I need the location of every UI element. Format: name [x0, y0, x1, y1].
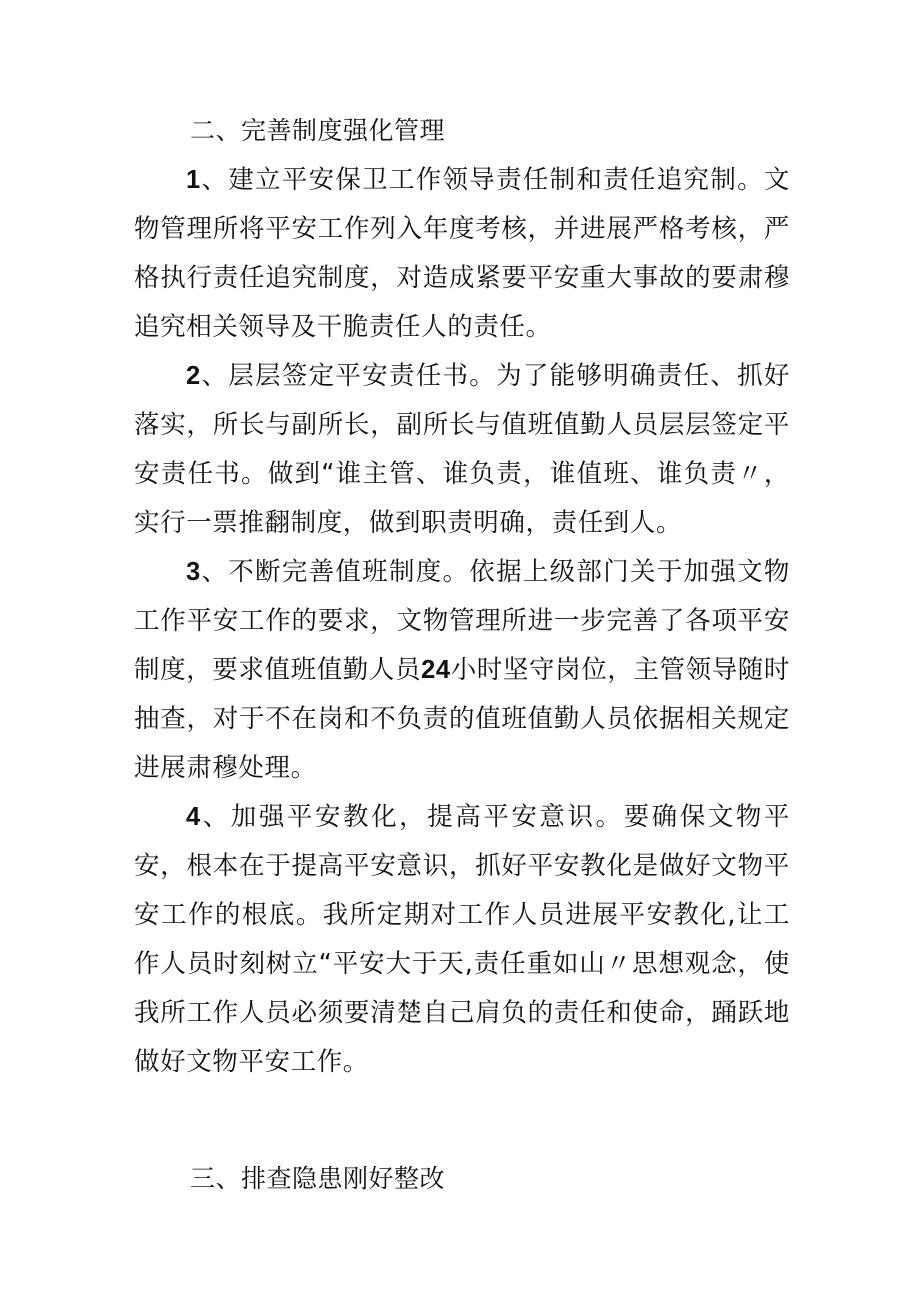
paragraph-3-text-after: 小时坚守岗位，主管领导随时抽查，对于不在岗和不负责的值班值勤人员依据相关规定进展肃穆处理。 — [134, 655, 790, 783]
paragraph-4-number: 4 — [186, 803, 201, 831]
paragraph-3-text-before: 、不断完善值班制度。依据上级部门关于加强文物工作平安工作的要求，文物管理所进一步完善了各项平安制度，要求值班值勤人员 — [134, 557, 790, 685]
paragraph-3-hours: 24 — [421, 656, 451, 684]
paragraph-2-number: 2 — [186, 362, 201, 390]
paragraph-3-number: 3 — [186, 558, 201, 586]
paragraph-4-text: 、加强平安教化，提高平安意识。要确保文物平安，根本在于提高平安意识，抓好平安教化是做好文物平安工作的根底。我所定期对工作人员进展平安教化,让工作人员时刻树立“平安大于天,责任重如山〃思想观念，使我所工作人员必须要清楚自己肩负的责任和使命，踊跃地做好文物平安工作。 — [134, 802, 790, 1077]
section-heading-2: 二、完善制度强化管理 — [190, 116, 446, 145]
paragraph-2 — [134, 352, 790, 548]
paragraph-1-text: 、建立平安保卫工作领导责任制和责任追究制。文物管理所将平安工作列入年度考核，并进展严格考核，严格执行责任追究制度，对造成紧要平安重大事故的要肃穆追究相关领导及干脆责任人的责任。 — [134, 165, 790, 342]
paragraph-3 — [134, 548, 790, 793]
paragraph-4 — [134, 793, 790, 1087]
section-heading-3: 三、排查隐患刚好整改 — [190, 1164, 446, 1193]
paragraph-1-number: 1 — [186, 166, 201, 194]
paragraph-1 — [134, 156, 790, 352]
paragraph-2-text: 、层层签定平安责任书。为了能够明确责任、抓好落实，所长与副所长，副所长与值班值勤人员层层签定平安责任书。做到“谁主管、谁负责，谁值班、谁负责〃，实行一票推翻制度，做到职责明确，责任到人。 — [134, 361, 790, 538]
